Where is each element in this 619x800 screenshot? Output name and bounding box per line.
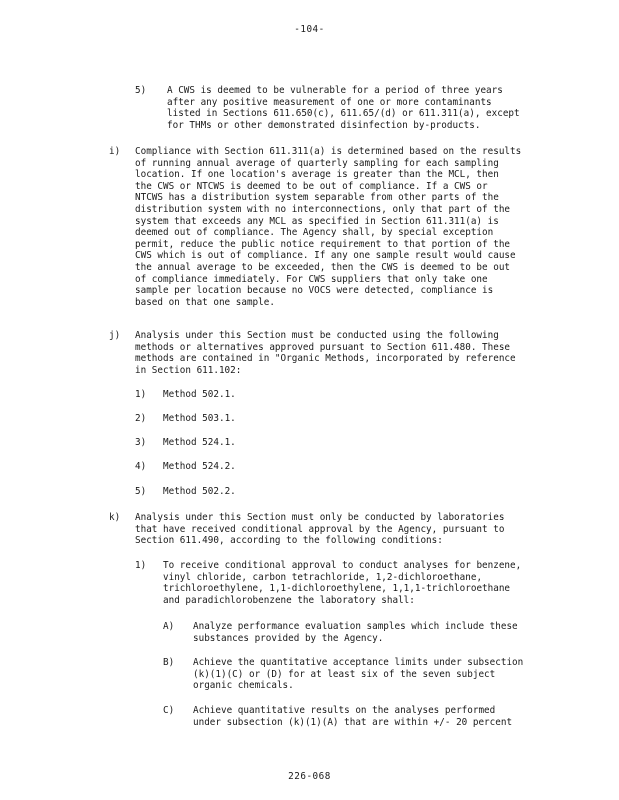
item-label: 2) (135, 413, 147, 424)
item-text: Method 503.1. (163, 413, 236, 424)
item-text: Compliance with Section 611.311(a) is determined based on the results of running annual average of quarterly sampling for each sampling location. If one location's average is greater than the MCL, then the CWS or NTCWS is deemed to be out of compliance. If a CWS or NTCWS has a distribution system separable from other parts of the distribution system with no interconnections, only that part of the system that exceeds any MCL as specified in Section 611.311(a) is deemed out of compliance. The Agency shall, by special exception permit, reduce the public notice requirement to that portion of the CWS which is out of compliance. If any one sample result would cause the annual average to be exceeded, then the CWS is deemed to be out of compliance immediately. For CWS suppliers that only take one sample per location because no VOCS were detected, compliance is based on that one sample. (135, 146, 522, 308)
item-label: j) (109, 330, 121, 341)
item-text: A CWS is deemed to be vulnerable for a period of three years after any positive measurement of one or more contaminants listed in Sections 611.650(c), 611.65/(d) or 611.311(a), except for THMs or other demonstrated disinfection by-products. (167, 85, 520, 131)
item-text: Analyze performance evaluation samples which include these substances provided by the Agency. (193, 621, 518, 644)
item-label: C) (163, 705, 175, 716)
item-label: i) (109, 146, 121, 157)
item-label: A) (163, 621, 175, 632)
page-footer-code: 226-068 (288, 771, 331, 782)
item-text: Achieve quantitative results on the analyses performed under subsection (k)(1)(A) that are within +/- 20 percent (193, 705, 513, 728)
item-label: B) (163, 657, 175, 668)
item-text: Analysis under this Section must only be conducted by laboratories that have received conditional approval by the Agency, pursuant to Section 611.490, according to the following conditions: (135, 512, 505, 547)
item-label: 3) (135, 437, 147, 448)
item-text: Method 524.2. (163, 461, 236, 472)
item-text: Method 524.1. (163, 437, 236, 448)
item-text: Method 502.2. (163, 486, 236, 497)
item-text: Method 502.1. (163, 389, 236, 400)
item-label: 1) (135, 389, 147, 400)
item-label: 5) (135, 486, 147, 497)
item-label: 1) (135, 560, 147, 571)
page-number: -104- (294, 24, 325, 35)
item-label: k) (109, 512, 121, 523)
item-text: To receive conditional approval to conduct analyses for benzene, vinyl chloride, carbon tetrachloride, 1,2-dichloroethane, trichloroethylene, 1,1-dichloroethylene, 1,1,1-trichloroethane and paradichlorobenzene the laboratory shall: (163, 560, 522, 606)
item-label: 4) (135, 461, 147, 472)
item-label: 5) (135, 85, 147, 96)
item-text: Analysis under this Section must be conducted using the following methods or alternatives approved pursuant to Section 611.480. These methods are contained in "Organic Methods, incorporated by reference in Section 611.102: (135, 330, 516, 376)
item-text: Achieve the quantitative acceptance limits under subsection (k)(1)(C) or (D) for at least six of the seven subject organic chemicals. (193, 657, 524, 692)
